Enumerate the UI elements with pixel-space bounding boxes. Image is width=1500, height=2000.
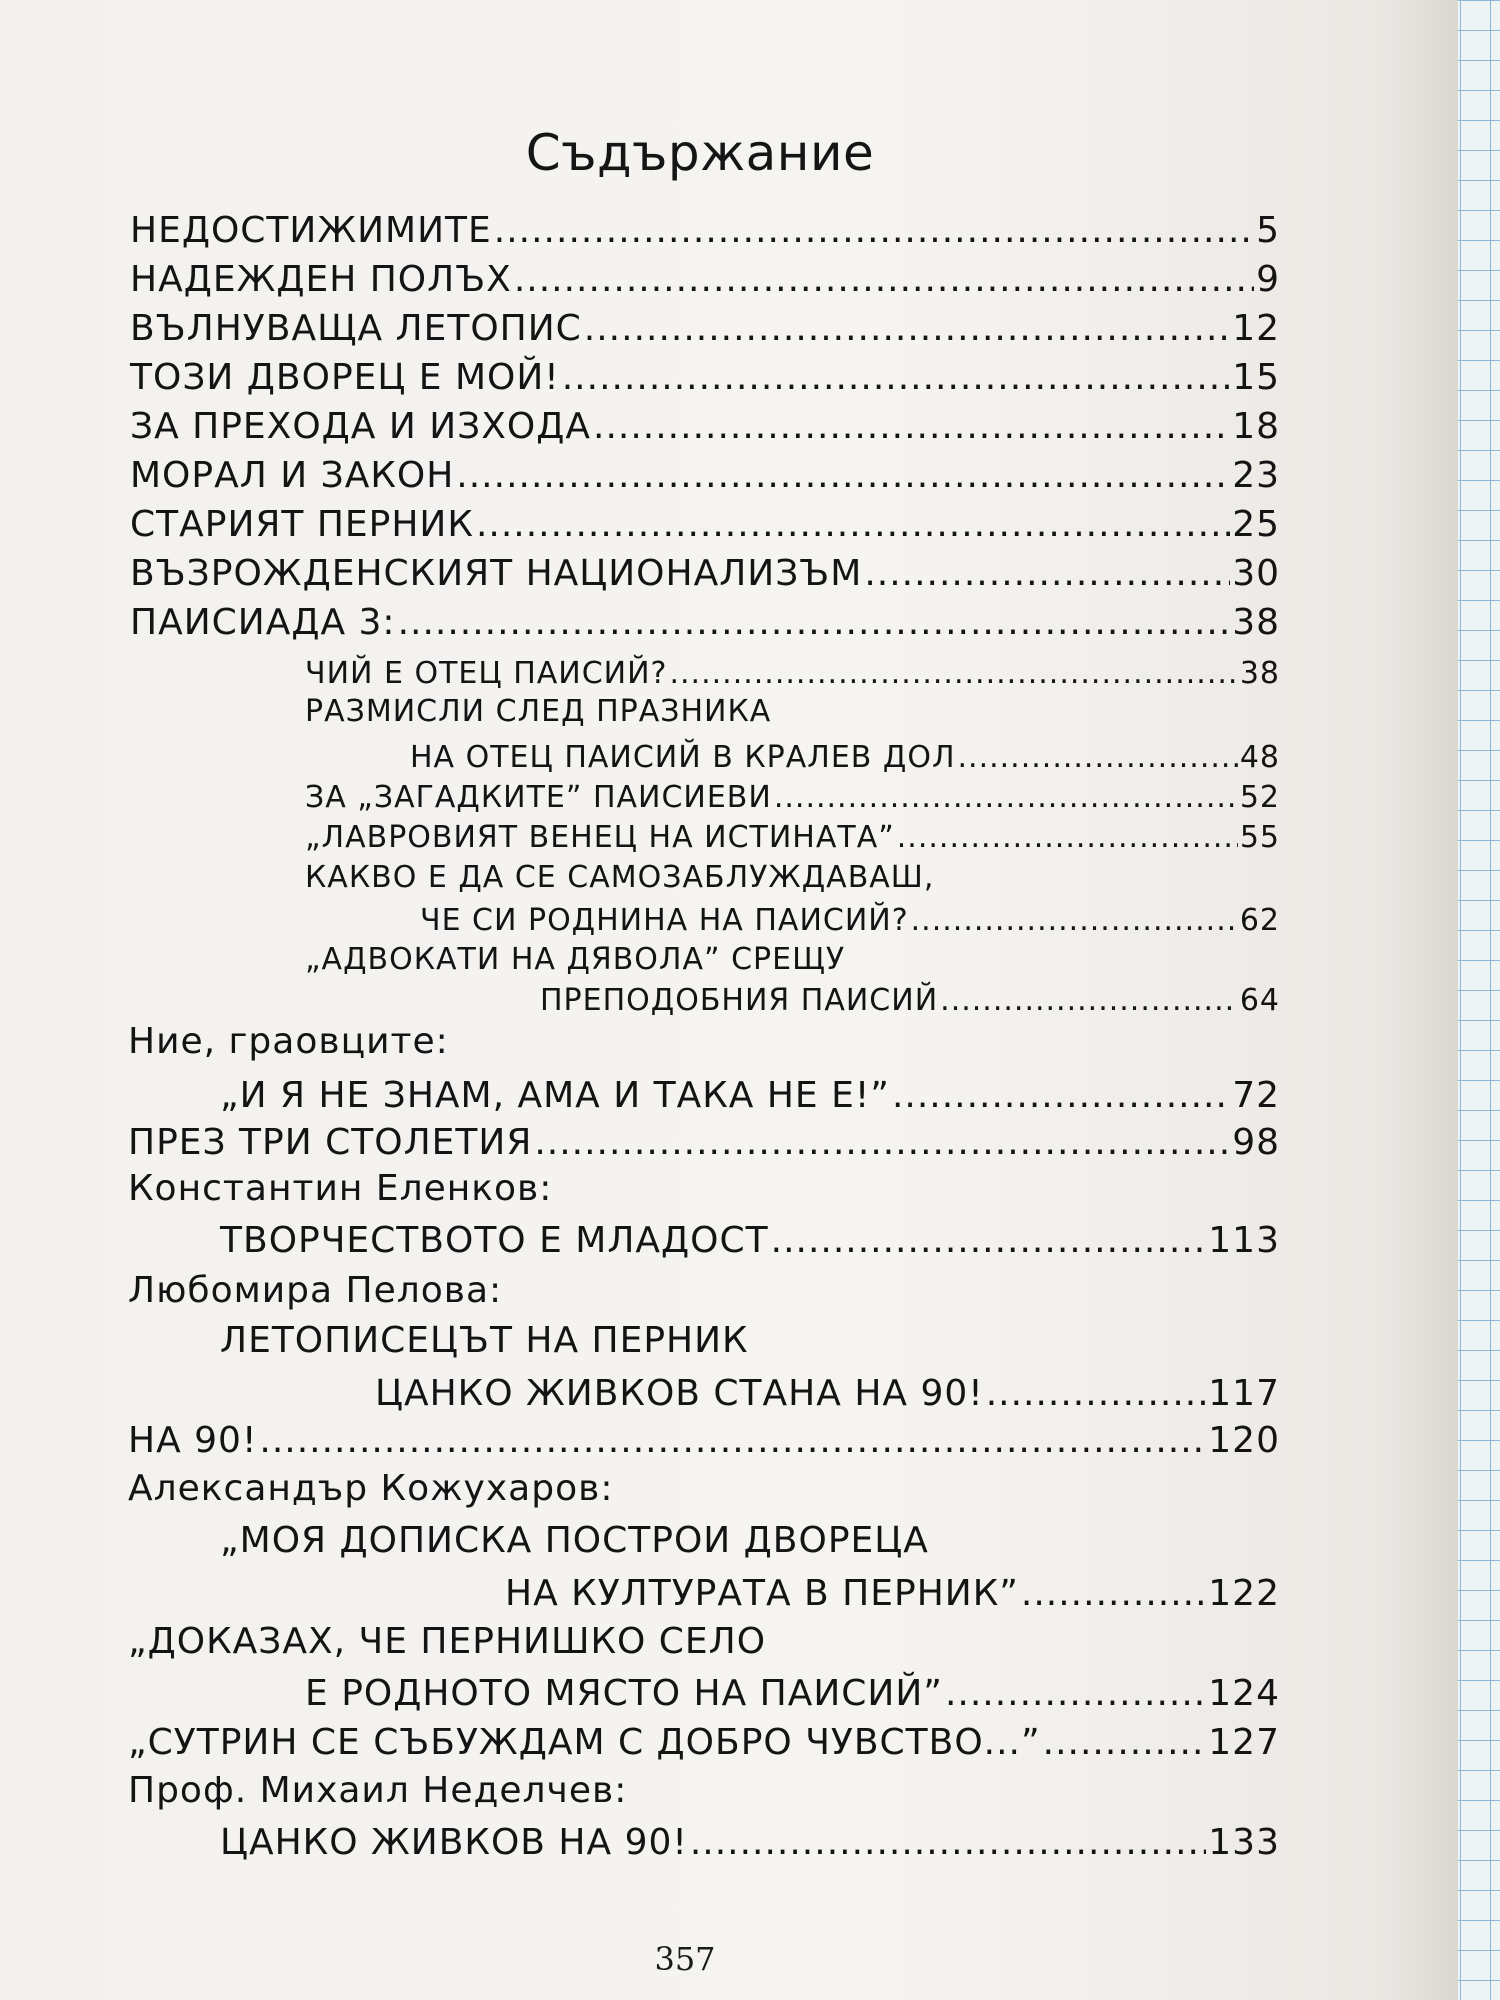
- toc-entry-line[interactable]: „МОЯ ДОПИСКА ПОСТРОИ ДВОРЕЦА: [220, 1520, 929, 1561]
- toc-entry[interactable]: ЗА ПРЕХОДА И ИЗХОДА ..... 18: [130, 406, 1280, 447]
- toc-subentry[interactable]: „ЛАВРОВИЯТ ВЕНЕЦ НА ИСТИНАТА” ..... 55: [305, 820, 1280, 855]
- toc-entry[interactable]: ВЪЗРОЖДЕНСКИЯТ НАЦИОНАЛИЗЪМ ..... 30: [130, 553, 1280, 594]
- toc-entry[interactable]: ВЪЛНУВАЩА ЛЕТОПИС ..... 12: [130, 308, 1280, 349]
- toc-entry-line[interactable]: „ДОКАЗАХ, ЧЕ ПЕРНИШКО СЕЛО: [128, 1621, 767, 1662]
- toc-entry[interactable]: НЕДОСТИЖИМИТЕ ..... 5: [130, 210, 1280, 251]
- toc-subentry[interactable]: ЗА „ЗАГАДКИТЕ” ПАИСИЕВИ ..... 52: [305, 780, 1280, 815]
- toc-entry[interactable]: ТВОРЧЕСТВОТО Е МЛАДОСТ ..... 113: [220, 1220, 1280, 1261]
- toc-author: Ние, граовците:: [128, 1021, 449, 1062]
- toc-subentry-line[interactable]: КАКВО Е ДА СЕ САМОЗАБЛУЖДАВАШ,: [305, 860, 935, 895]
- toc-subentry[interactable]: ЧИЙ Е ОТЕЦ ПАИСИЙ? ..... 38: [305, 656, 1280, 691]
- toc-subentry[interactable]: ПРЕПОДОБНИЯ ПАИСИЙ ..... 64: [540, 983, 1280, 1018]
- toc-entry[interactable]: „И Я НЕ ЗНАМ, АМА И ТАКА НЕ Е!” ..... 72: [220, 1075, 1280, 1116]
- toc-entry[interactable]: НА КУЛТУРАТА В ПЕРНИК” ..... 122: [505, 1573, 1280, 1614]
- toc-author: Константин Еленков:: [128, 1168, 553, 1209]
- toc-entry[interactable]: ПРЕЗ ТРИ СТОЛЕТИЯ ..... 98: [128, 1122, 1280, 1163]
- toc-subentry-line[interactable]: „АДВОКАТИ НА ДЯВОЛА” СРЕЩУ: [305, 942, 846, 977]
- toc-entry[interactable]: ЦАНКО ЖИВКОВ НА 90! ..... 133: [220, 1822, 1280, 1863]
- toc-entry[interactable]: „СУТРИН СЕ СЪБУЖДАМ С ДОБРО ЧУВСТВО...” ..... 127: [128, 1722, 1280, 1763]
- toc-entry[interactable]: МОРАЛ И ЗАКОН ..... 23: [130, 455, 1280, 496]
- toc-entry[interactable]: ЦАНКО ЖИВКОВ СТАНА НА 90! ..... 117: [375, 1373, 1280, 1414]
- toc-author: Проф. Михаил Неделчев:: [128, 1770, 628, 1811]
- toc-subentry[interactable]: НА ОТЕЦ ПАИСИЙ В КРАЛЕВ ДОЛ ..... 48: [410, 740, 1280, 775]
- toc-entry[interactable]: ПАИСИАДА 3: ..... 38: [130, 602, 1280, 643]
- toc-author: Александър Кожухаров:: [128, 1468, 614, 1509]
- page-title: Съдържание: [525, 124, 875, 182]
- toc-author: Любомира Пелова:: [128, 1270, 503, 1311]
- toc-entry[interactable]: НАДЕЖДЕН ПОЛЪХ ..... 9: [130, 259, 1280, 300]
- toc-subentry[interactable]: ЧЕ СИ РОДНИНА НА ПАИСИЙ? ..... 62: [420, 903, 1280, 938]
- page-number: 357: [654, 1940, 716, 1978]
- toc-entry-line[interactable]: ЛЕТОПИСЕЦЪТ НА ПЕРНИК: [220, 1320, 749, 1361]
- toc-entry[interactable]: Е РОДНОТО МЯСТО НА ПАИСИЙ” ..... 124: [305, 1673, 1280, 1714]
- toc-entry[interactable]: НА 90! ..... 120: [128, 1420, 1280, 1461]
- toc-entry[interactable]: ТОЗИ ДВОРЕЦ Е МОЙ! ..... 15: [130, 357, 1280, 398]
- toc-entry[interactable]: СТАРИЯТ ПЕРНИК ..... 25: [130, 504, 1280, 545]
- toc-subentry-line[interactable]: РАЗМИСЛИ СЛЕД ПРАЗНИКА: [305, 694, 772, 729]
